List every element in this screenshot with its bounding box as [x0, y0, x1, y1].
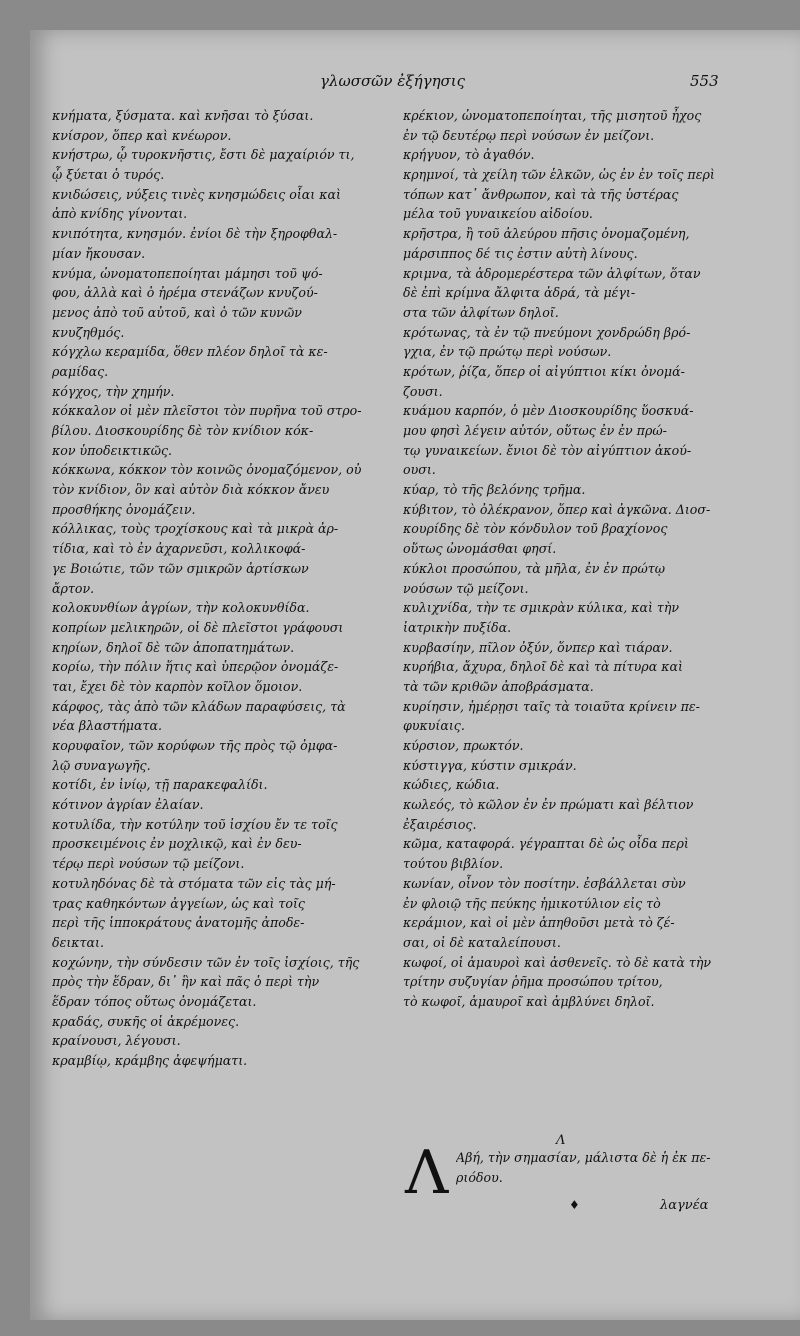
text-line: κύρσιον, πρωκτόν. — [403, 738, 524, 753]
text-line: κυάμου καρπόν, ὁ μὲν Διοσκουρίδης ὕοσκυά- — [403, 403, 694, 419]
text-line: κόλλικας, τοὺς τροχίσκους καὶ τὰ μικρὰ ἀρ- — [52, 521, 339, 537]
left-column — [52, 106, 394, 1071]
text-line: ζουσι. — [403, 383, 443, 399]
text-line: κοπρίων μελικηρῶν, οἱ δὲ πλεῖστοι γράφουσι — [52, 619, 344, 635]
lambda-entry — [456, 1148, 726, 1187]
text-line: ἀπὸ κνίδης γίνονται. — [52, 206, 188, 222]
lambda-entry-line: ριόδου. — [456, 1169, 503, 1185]
text-line: μίαν ἤκουσαν. — [52, 245, 146, 261]
text-line: τόπων κατ᾽ ἄνθρωπον, καὶ τὰ τῆς ὑστέρας — [403, 186, 679, 202]
text-line: κρήγυον, τὸ ἀγαθόν. — [403, 147, 535, 163]
text-line: κεράμιον, καὶ οἱ μὲν ἀπηθοῦσι μετὰ τὸ ζέ- — [403, 915, 675, 931]
ornament-mark: ♦ — [569, 1198, 580, 1212]
text-line: κύκλοι προσώπου, τὰ μῆλα, ἐν ἐν πρώτῳ — [403, 560, 666, 576]
text-line: ἄρτον. — [52, 580, 95, 596]
text-line: κόγχλω κεραμίδα, ὅθεν πλέον δηλοῖ τὰ κε- — [52, 344, 328, 360]
text-line: κρέκιον, ὠνοματοπεποίηται, τῆς μισητοῦ ἦχος — [403, 108, 702, 123]
text-line: τούτου βιβλίον. — [403, 856, 504, 872]
text-line: κριμνα, τὰ ἁδρομερέστερα τῶν ἀλφίτων, ὅταν — [403, 265, 701, 281]
text-line: κρημνοί, τὰ χείλη τῶν ἑλκῶν, ὡς ἐν ἐν τοῖς περὶ — [403, 167, 715, 183]
text-line: προσκειμένοις ἐν μοχλικῷ, καὶ ἐν δευ- — [52, 836, 302, 852]
text-line: κάρφος, τὰς ἀπὸ τῶν κλάδων παραφύσεις, τὰ — [52, 698, 346, 714]
text-line: ἐν φλοιῷ τῆς πεύκης ἡμικοτύλιον εἰς τὸ — [403, 895, 661, 911]
text-line: κύβιτον, τὸ ὀλέκρανον, ὅπερ καὶ ἀγκῶνα. Διοσ- — [403, 501, 711, 517]
text-line: κραίνουσι, λέγουσι. — [52, 1033, 181, 1049]
text-line: κύστιγγα, κύστιν σμικράν. — [403, 757, 577, 773]
text-line: κουρίδης δὲ τὸν κόνδυλον τοῦ βραχίονος — [403, 521, 668, 537]
text-line: κυρβασίην, πῖλον ὀξύν, ὅνπερ καὶ τιάραν. — [403, 639, 673, 655]
text-line: κοχώνην, τὴν σύνδεσιν τῶν ἐν τοῖς ἰσχίοις, τῆς — [52, 954, 360, 970]
text-line: κυλιχνίδα, τὴν τε σμικρὰν κύλικα, καὶ τὴν — [403, 600, 680, 616]
text-line: ἐν τῷ δευτέρῳ περὶ νούσων ἐν μείζονι. — [403, 127, 655, 143]
text-line: κορυφαῖον, τῶν κορύφων τῆς πρὸς τῷ ὀμφα- — [52, 738, 338, 753]
text-line: περὶ τῆς ἱπποκράτους ἀνατομῆς ἀποδε- — [52, 915, 305, 931]
text-line: τὸ κωφοῖ, ἀμαυροῖ καὶ ἀμβλύνει δηλοῖ. — [403, 993, 655, 1009]
text-line: ἕδραν τόπος οὕτως ὀνομάζεται. — [52, 993, 257, 1009]
text-line: νούσων τῷ μείζονι. — [403, 580, 529, 596]
text-line: κνιδώσεις, νύξεις τινὲς κνησμώδεις οἷαι καὶ — [52, 186, 341, 202]
text-line: κοτυλίδα, τὴν κοτύλην τοῦ ἰσχίου ἔν τε τοῖς — [52, 816, 338, 832]
text-line: νέα βλαστήματα. — [52, 718, 162, 734]
text-line: κορίω, τὴν πόλιν ἥτις καὶ ὑπερῷον ὀνομάζε- — [52, 659, 339, 675]
text-line: κῶμα, καταφορά. γέγραπται δὲ ὡς οἶδα περὶ — [403, 836, 689, 852]
text-line: στα τῶν ἀλφίτων δηλοῖ. — [403, 304, 559, 320]
text-line: κόκκαλον οἱ μὲν πλεῖστοι τὸν πυρῆνα τοῦ στρο- — [52, 403, 362, 419]
text-line: κραμβίῳ, κράμβης ἀφεψήματι. — [52, 1053, 248, 1068]
text-line: προσθήκης ὀνομάζειν. — [52, 501, 196, 517]
text-line: κοτίδι, ἐν ἰνίῳ, τῇ παρακεφαλίδι. — [52, 777, 268, 793]
text-line: σαι, οἱ δὲ καταλείπουσι. — [403, 934, 561, 950]
lambda-entry-line: Αβή, τὴν σημασίαν, μάλιστα δὲ ἡ ἐκ πε- — [456, 1150, 711, 1165]
text-line: πρὸς τὴν ἕδραν, δι᾽ ἣν καὶ πᾶς ὁ περὶ τὴν — [52, 974, 320, 990]
text-line: φυκυίαις. — [403, 718, 465, 734]
text-line: βίλου. Διοσκουρίδης δὲ τὸν κνίδιον κόκ- — [52, 423, 314, 438]
text-line: κόγχος, τὴν χημήν. — [52, 383, 175, 399]
text-line: κύαρ, τὸ τῆς βελόνης τρῆμα. — [403, 482, 586, 498]
text-line: κνύμα, ὠνοματοπεποίηται μάμησι τοῦ ψό- — [52, 265, 323, 281]
text-line: κολοκυνθίων ἀγρίων, τὴν κολοκυνθίδα. — [52, 600, 310, 616]
text-line: κνιπότητα, κνησμόν. ἐνίοι δὲ τὴν ξηροφθαλ- — [52, 226, 338, 242]
text-line: κυρίησιν, ἡμέρῃσι ταῖς τὰ τοιαῦτα κρίνειν πε- — [403, 698, 700, 714]
text-line: κοτυληδόνας δὲ τὰ στόματα τῶν εἰς τὰς μή- — [52, 875, 336, 891]
text-line: τῳ γυναικείων. ἔνιοι δὲ τὸν αἰγύπτιον ἀκού- — [403, 442, 692, 458]
text-line: μέλα τοῦ γυναικείου αἰδοίου. — [403, 206, 593, 222]
text-line: ἰατρικὴν πυξίδα. — [403, 619, 512, 635]
page-header — [0, 72, 800, 94]
text-line: κόκκωνα, κόκκον τὸν κοινῶς ὀνομαζόμενον, οὐ — [52, 462, 362, 478]
text-line: γχια, ἐν τῷ πρώτῳ περὶ νούσων. — [403, 344, 612, 360]
text-line: κρῆστρα, ἢ τοῦ ἀλεύρου πῆσις ὀνομαζομένη, — [403, 226, 690, 242]
text-line: ἐξαιρέσιος. — [403, 816, 477, 832]
text-line: τὰ τῶν κριθῶν ἀποβράσματα. — [403, 678, 594, 694]
drop-cap: Λ — [405, 1138, 449, 1208]
text-line: κνήματα, ξύσματα. καὶ κνῆσαι τὸ ξύσαι. — [52, 108, 314, 123]
text-line: κνυζηθμός. — [52, 324, 125, 340]
text-line: μου φησὶ λέγειν αὐτόν, οὕτως ἐν ἐν πρώ- — [403, 423, 667, 438]
text-line: κνίσρον, ὅπερ καὶ κνέωρον. — [52, 127, 232, 143]
text-line: δὲ ἐπὶ κρίμνα ἄλφιτα ἁδρά, τὰ μέγι- — [403, 285, 636, 301]
text-line: κον ὑποδεικτικῶς. — [52, 442, 173, 458]
text-line: κώδιες, κώδια. — [403, 777, 500, 793]
text-line: κωλεός, τὸ κῶλον ἐν ἐν πρώματι καὶ βέλτιον — [403, 797, 694, 813]
page-number: 553 — [690, 72, 719, 90]
right-column — [403, 106, 725, 1012]
text-line: κωφοί, οἱ ἀμαυροὶ καὶ ἀσθενεῖς. τὸ δὲ κατὰ τὴν — [403, 954, 712, 970]
text-line: κραδάς, συκῆς οἱ ἀκρέμονες. — [52, 1013, 240, 1029]
section-letter-heading: Λ — [556, 1133, 566, 1148]
text-line: κωνίαν, οἶνον τὸν ποσίτην. ἐσβάλλεται σὺν — [403, 875, 686, 891]
text-line: λῷ συναγωγῆς. — [52, 757, 151, 773]
text-line: μενος ἀπὸ τοῦ αὐτοῦ, καὶ ὁ τῶν κυνῶν — [52, 304, 302, 320]
catchword: λαγνέα — [660, 1198, 709, 1213]
text-line: τίδια, καὶ τὸ ἐν ἀχαρνεῦσι, κολλικοφά- — [52, 541, 306, 557]
text-line: ᾧ ξύεται ὁ τυρός. — [52, 167, 165, 183]
text-line: κρότωνας, τὰ ἐν τῷ πνεύμονι χονδρώδη βρό- — [403, 324, 691, 340]
text-line: φου, ἀλλὰ καὶ ὁ ἠρέμα στενάζων κνυζού- — [52, 285, 318, 301]
text-line: τρας καθηκόντων ἀγγείων, ὡς καὶ τοῖς — [52, 895, 305, 911]
text-line: μάρσιππος δέ τις ἐστιν αὐτὴ λίνους. — [403, 245, 638, 261]
text-line: τρίτην συζυγίαν ῥῆμα προσώπου τρίτου, — [403, 974, 663, 990]
text-line: τὸν κνίδιον, ὃν καὶ αὐτὸν διὰ κόκκον ἄνευ — [52, 482, 330, 498]
text-line: οὕτως ὠνομάσθαι φησί. — [403, 541, 557, 557]
text-line: κηρίων, δηλοῖ δὲ τῶν ἀποπατημάτων. — [52, 639, 295, 655]
text-line: ται, ἔχει δὲ τὸν καρπὸν κοῖλον ὅμοιον. — [52, 678, 303, 694]
text-line: ραμίδας. — [52, 363, 109, 379]
text-line: γε Βοιώτιε, τῶν τῶν σμικρῶν ἀρτίσκων — [52, 560, 309, 576]
text-line: ουσι. — [403, 462, 436, 478]
text-line: κότινον ἀγρίαν ἐλαίαν. — [52, 797, 204, 813]
text-line: τέρῳ περὶ νούσων τῷ μείζονι. — [52, 856, 245, 872]
text-line: κυρήβια, ἄχυρα, δηλοῖ δὲ καὶ τὰ πίτυρα καὶ — [403, 659, 683, 675]
running-head: γλωσσῶν ἐξήγησις — [320, 72, 466, 90]
text-line: δεικται. — [52, 934, 104, 950]
text-line: κρότων, ῥίζα, ὅπερ οἱ αἰγύπτιοι κίκι ὀνομά- — [403, 363, 685, 379]
text-line: κνήστρω, ᾧ τυροκνῆστις, ἔστι δὲ μαχαίριόν τι, — [52, 147, 355, 163]
